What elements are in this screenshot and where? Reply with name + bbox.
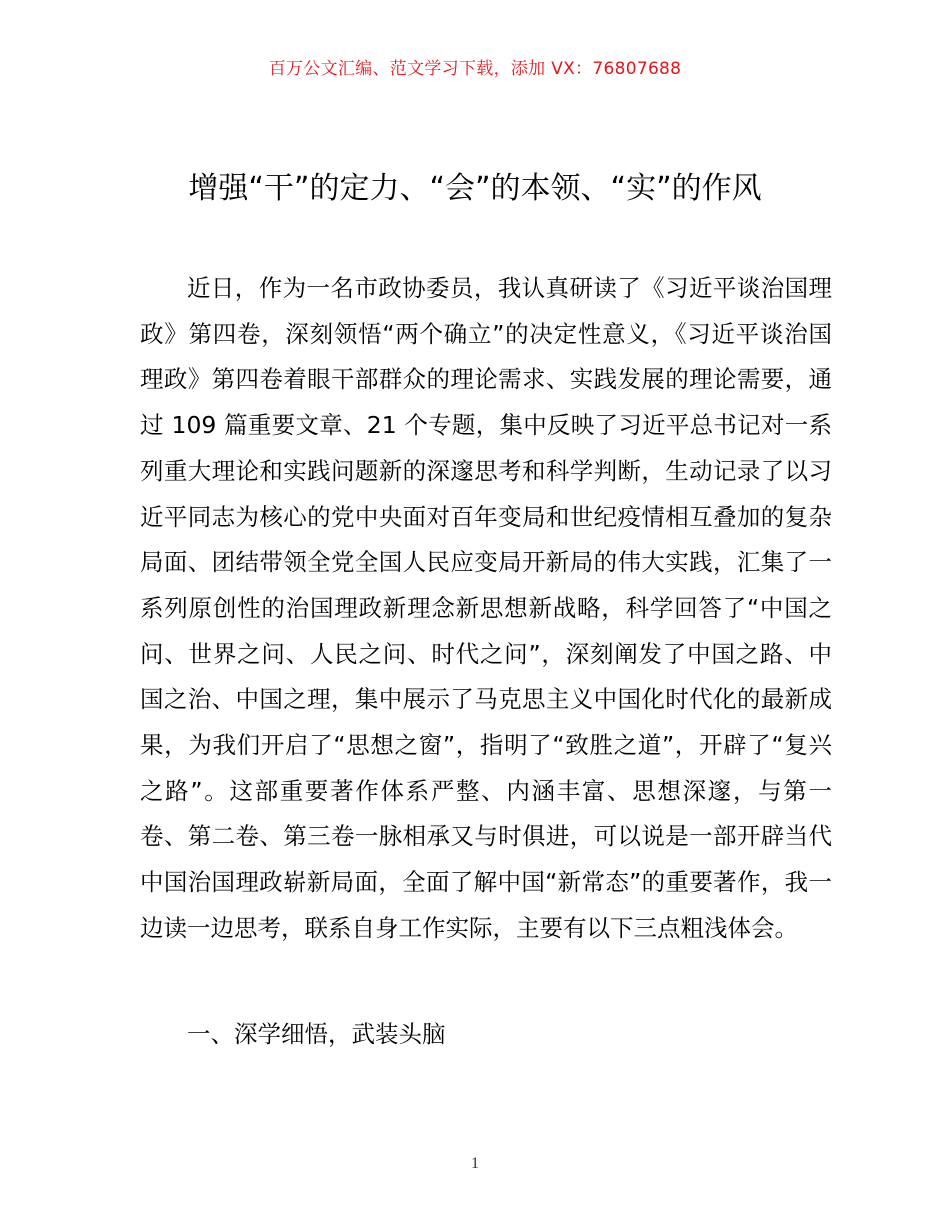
body-paragraph: 近日，作为一名市政协委员，我认真研读了《习近平谈治国理政》第四卷，深刻领悟“两个确立”的决定性意义，《习近平谈治国理政》第四卷着眼干部群众的理论需求、实践发展的理论需要，通过 109 篇重要文章、21 个专题，集中反映了习近平总书记对一系列重大理论和实践问题新的深邃思考和科学判断，生动记录了以习近平同志为核心的党中央面对百年变局和世纪疫情相互叠加的复杂局面、团结带领全党全国人民应变局开新局的伟大实践，汇集了一系列原创性的治国理政新理念新思想新战略，科学回答了“中国之问、世界之问、人民之问、时代之问”，深刻阐发了中国之路、中国之治、中国之理，集中展示了马克思主义中国化时代化的最新成果，为我们开启了“思想之窗”，指明了“致胜之道”，开辟了“复兴之路”。这部重要著作体系严整、内涵丰富、思想深邃，与第一卷、第二卷、第三卷一脉相承又与时俱进，可以说是一部开辟当代中国治国理政崭新局面，全面了解中国“新常态”的重要著作，我一边读一边思考，联系自身工作实际，主要有以下三点粗浅体会。 bbox=[140, 274, 832, 942]
page-number: 1 bbox=[471, 1155, 479, 1172]
promo-banner: 百万公文汇编、范文学习下载，添加 VX：76807688 bbox=[268, 59, 682, 79]
section-heading: 一、深学细悟，武装头脑 bbox=[187, 1020, 446, 1048]
document-title: 增强“干”的定力、“会”的本领、“实”的作风 bbox=[188, 171, 762, 206]
